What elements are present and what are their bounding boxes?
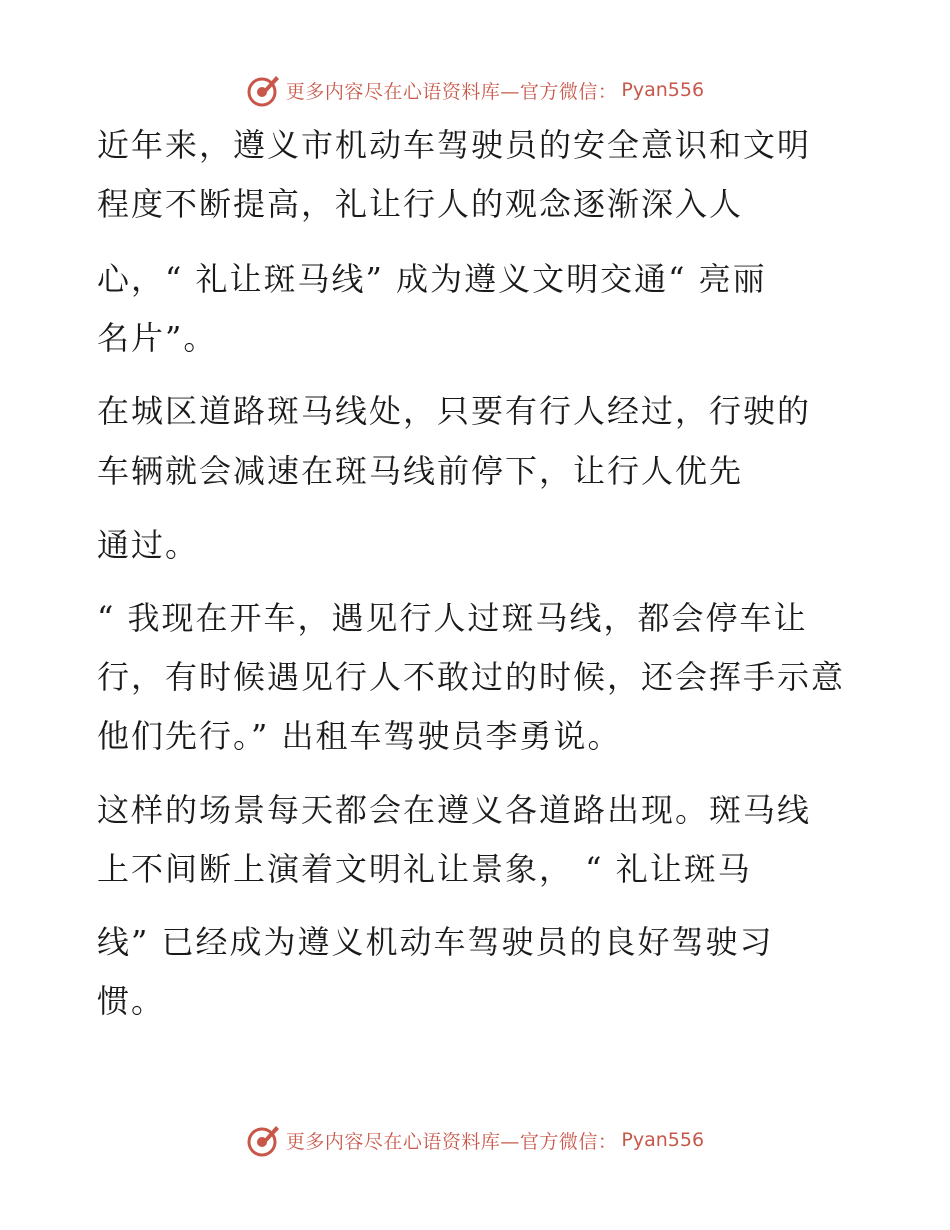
- watermark-text: 更多内容尽在心语资料库—官方微信：: [285, 1130, 618, 1153]
- text-line: 线” 已经成为遵义机动车驾驶员的良好驾驶习: [97, 923, 774, 961]
- text-line: 通过。: [97, 526, 200, 564]
- text-line: 这样的场景每天都会在遵义各道路出现。斑马线: [97, 791, 812, 829]
- footer-watermark: [0, 1120, 950, 1160]
- text-line: 名片”。: [97, 319, 218, 357]
- text-line: 上不间断上演着文明礼让景象， “ 礼让斑马: [97, 850, 752, 888]
- text-line: 行，有时候遇见行人不敢过的时候，还会挥手示意: [97, 658, 846, 696]
- text-line: 在城区道路斑马线处，只要有行人经过，行驶的: [97, 392, 812, 430]
- watermark-code: Pyan556: [621, 79, 705, 101]
- watermark-code: Pyan556: [621, 1129, 705, 1151]
- text-line: 他们先行。” 出租车驾驶员李勇说。: [97, 717, 622, 755]
- text-line: 惯。: [97, 982, 166, 1020]
- text-line: 车辆就会减速在斑马线前停下，让行人优先: [97, 452, 744, 490]
- pen-logo-icon: [246, 72, 282, 108]
- text-line: “ 我现在开车，遇见行人过斑马线，都会停车让: [97, 599, 808, 637]
- text-line: 程度不断提高，礼让行人的观念逐渐深入人: [97, 185, 744, 223]
- text-line: 心，“ 礼让斑马线” 成为遵义文明交通“ 亮丽: [97, 260, 767, 298]
- text-line: 近年来，遵义市机动车驾驶员的安全意识和文明: [97, 126, 812, 164]
- pen-logo-icon: [246, 1122, 282, 1158]
- watermark-text: 更多内容尽在心语资料库—官方微信：: [285, 80, 618, 103]
- header-watermark: [0, 70, 950, 110]
